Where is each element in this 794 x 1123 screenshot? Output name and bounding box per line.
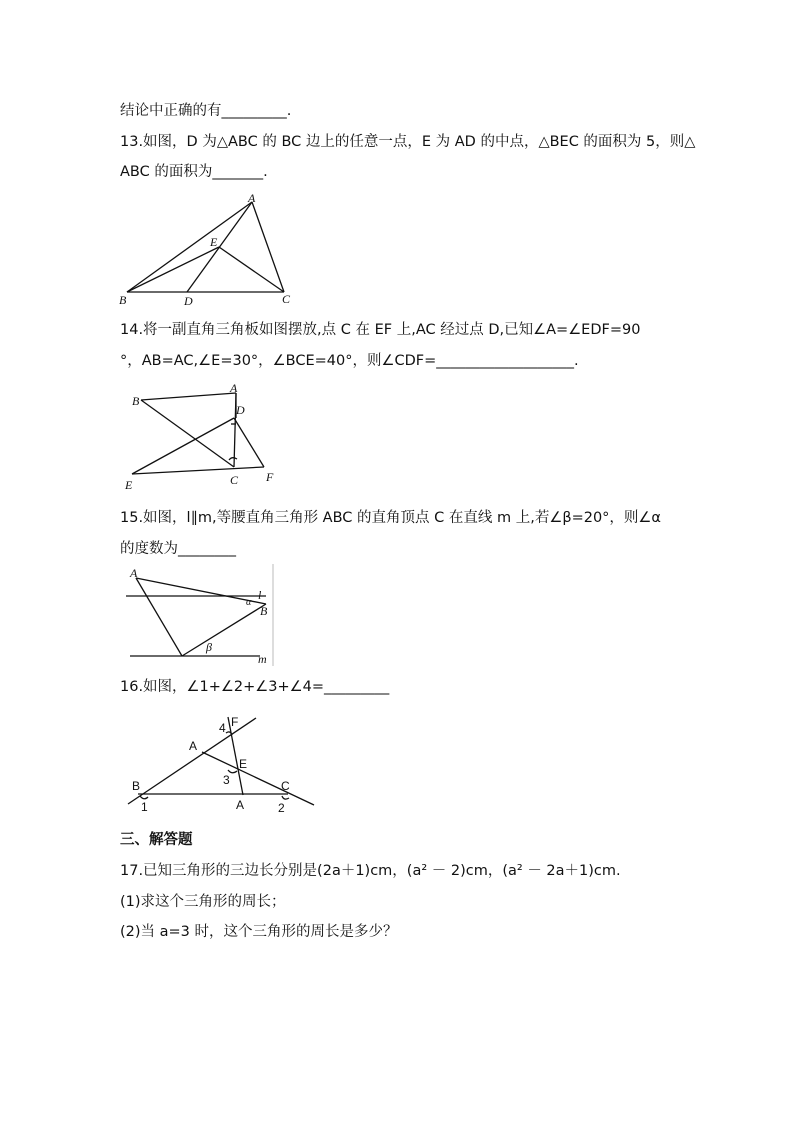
- question-13-line2: ABC 的面积为_______.: [120, 164, 268, 180]
- label-B: B: [132, 394, 140, 408]
- question-16: 16.如图，∠1+∠2+∠3+∠4=_________: [120, 679, 390, 695]
- question-17-part2: (2)当 a=3 时，这个三角形的周长是多少？: [120, 924, 398, 940]
- question-15-line2: 的度数为________: [120, 541, 236, 557]
- label-A: A: [248, 191, 256, 205]
- label-4: 4: [219, 721, 226, 735]
- label-A-bottom: A: [236, 798, 245, 812]
- label-1: 1: [141, 800, 148, 814]
- figure-15: [118, 562, 280, 666]
- question-15-line1: 15.如图，l∥m,等腰直角三角形 ABC 的直角顶点 C 在直线 m 上,若∠β=20°，则∠α: [120, 510, 661, 526]
- figure-13: [112, 188, 302, 310]
- question-17-part1: (1)求这个三角形的周长；: [120, 894, 286, 910]
- label-A: A: [130, 566, 138, 580]
- label-F: F: [231, 715, 239, 729]
- label-F: F: [266, 470, 274, 484]
- question-14-line1: 14.将一副直角三角板如图摆放,点 C 在 EF 上,AC 经过点 D,已知∠A=∠EDF=90: [120, 322, 641, 338]
- label-A: A: [230, 381, 238, 395]
- figure-14: [118, 380, 286, 492]
- label-l: l: [258, 588, 262, 602]
- label-C: C: [281, 779, 290, 793]
- label-E: E: [210, 235, 218, 249]
- label-3: 3: [223, 773, 230, 787]
- section-heading: 三、解答题: [120, 832, 193, 848]
- label-B: B: [260, 604, 268, 618]
- text-line: 结论中正确的有_________.: [120, 103, 292, 119]
- question-17: 17.已知三角形的三边长分别是(2a＋1)cm，(a² － 2)cm，(a² － 2a＋1)cm.: [120, 863, 621, 879]
- question-14-line2: °，AB=AC,∠E=30°，∠BCE=40°，则∠CDF=___________________.: [120, 353, 579, 369]
- label-A-top: A: [189, 739, 198, 753]
- label-beta: β: [206, 640, 212, 654]
- label-E: E: [125, 478, 133, 492]
- label-B: B: [132, 779, 141, 793]
- label-C: C: [282, 292, 291, 306]
- label-E: E: [239, 757, 248, 771]
- label-D: D: [184, 294, 193, 308]
- label-m: m: [258, 652, 267, 666]
- label-2: 2: [278, 801, 285, 815]
- question-13-line1: 13.如图，D 为△ABC 的 BC 边上的任意一点，E 为 AD 的中点，△BEC 的面积为 5，则△: [120, 134, 696, 150]
- label-B: B: [119, 293, 127, 307]
- label-C: C: [230, 473, 239, 487]
- figure-16: [118, 708, 322, 816]
- label-alpha: α: [246, 597, 252, 608]
- label-D: D: [236, 403, 245, 417]
